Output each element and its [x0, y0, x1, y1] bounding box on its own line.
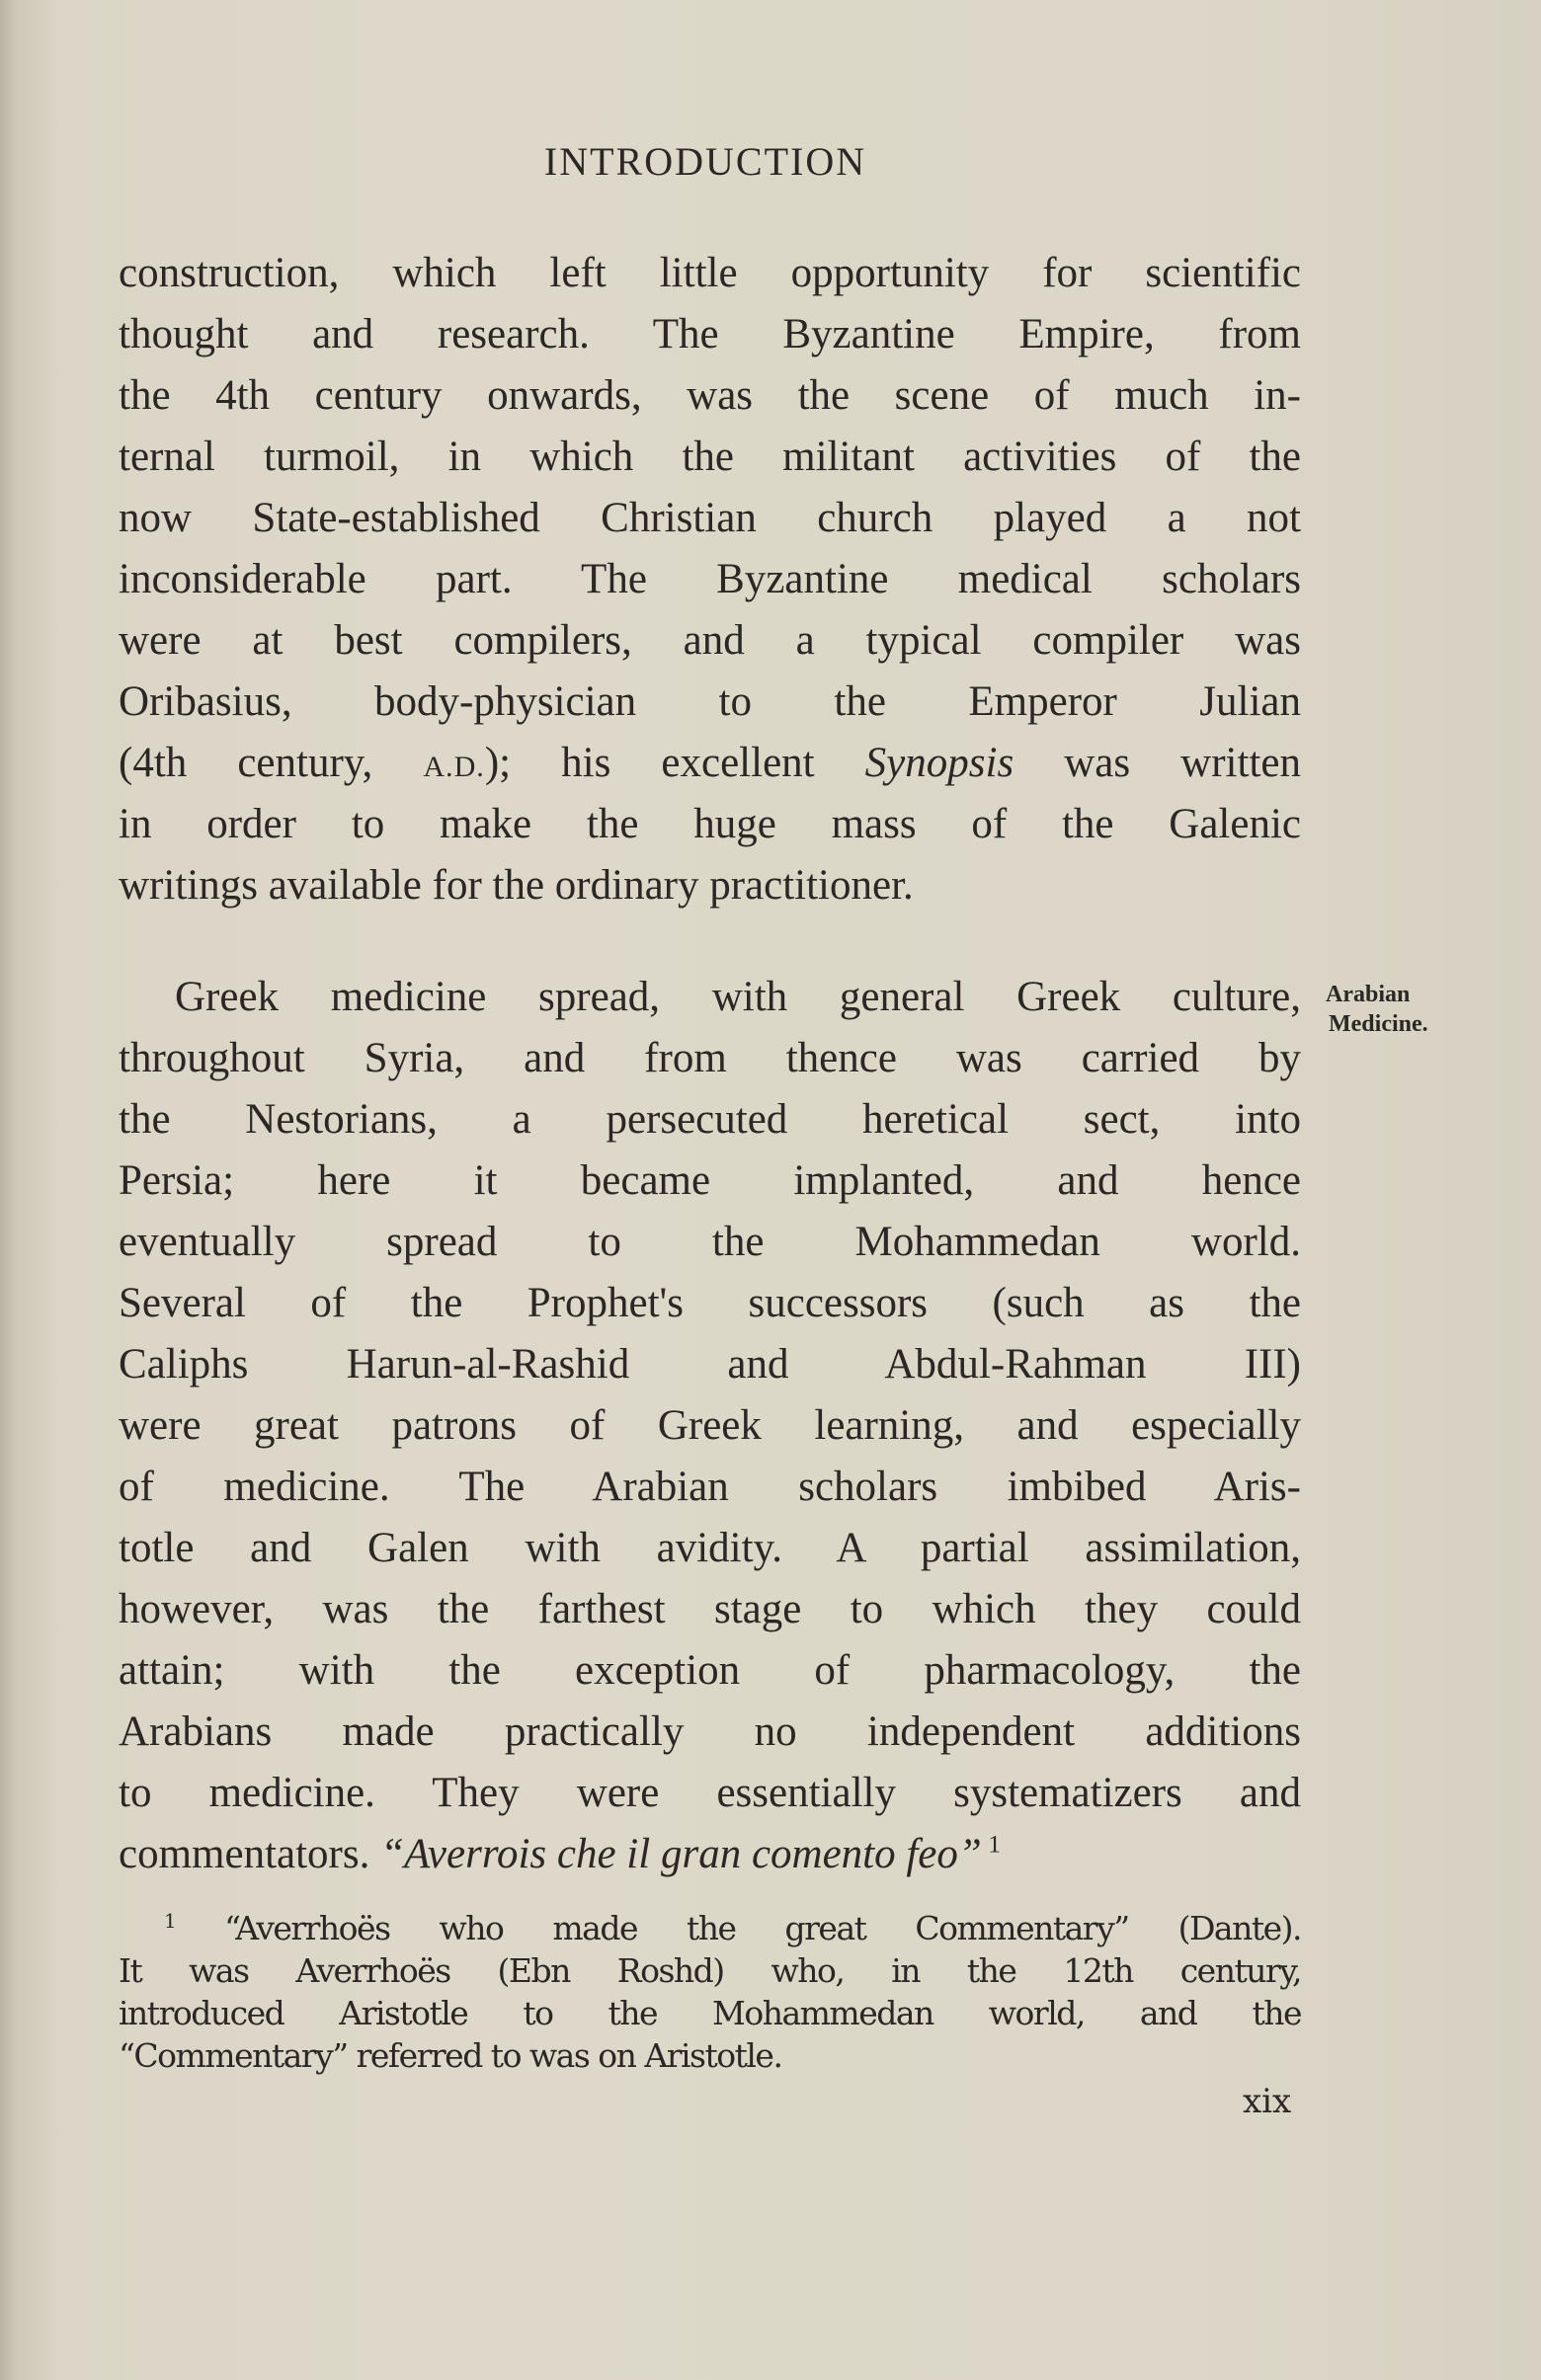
text-run: Several of the Prophet's successors (such as the	[119, 1280, 1301, 1326]
text-run: introduced Aristotle to the Mohammedan world, and the	[119, 1994, 1301, 2032]
italic-text: Synopsis	[864, 740, 1014, 786]
text-run: eventually spread to the Mohammedan world.	[119, 1219, 1301, 1265]
text-run: totle and Galen with avidity. A partial assimilation,	[119, 1525, 1301, 1571]
text-run: were great patrons of Greek learning, and especially	[119, 1402, 1301, 1449]
text-line	[119, 1702, 1301, 1763]
italic-text: “Averrois che il gran comento feo”	[380, 1831, 982, 1877]
text-line	[119, 610, 1301, 672]
text-run: the Nestorians, a persecuted heretical sect, into	[119, 1096, 1301, 1143]
text-line	[119, 1457, 1301, 1518]
text-line	[119, 855, 1301, 916]
text-run: was written	[1014, 740, 1301, 786]
text-run: Arabians made practically no independent additions	[119, 1708, 1301, 1755]
text-run: in order to make the huge mass of the Galenic	[119, 801, 1301, 847]
page-number: xix	[1243, 2082, 1292, 2121]
text-line	[119, 1824, 1301, 1885]
text-line	[119, 2034, 1301, 2077]
text-run: ); his excellent	[484, 740, 865, 786]
text-line	[119, 1395, 1301, 1457]
text-run: of medicine. The Arabian scholars imbibed Aris-	[119, 1464, 1301, 1510]
text-run: the 4th century onwards, was the scene of much in-	[119, 372, 1301, 419]
text-line	[119, 1089, 1301, 1150]
text-run: Oribasius, body-physician to the Emperor Julian	[119, 678, 1301, 725]
footnote-marker: 1	[981, 1829, 1002, 1859]
text-line	[119, 733, 1301, 794]
text-line	[119, 1763, 1301, 1824]
text-line	[119, 672, 1301, 733]
text-run: “Averrhoës who made the great Commentary” (Dante).	[175, 1909, 1301, 1947]
paragraph-byzantine	[119, 243, 1301, 916]
margin-note	[1326, 980, 1428, 1039]
text-line	[119, 1640, 1301, 1702]
text-run: (4th century,	[119, 740, 424, 786]
text-line	[119, 794, 1301, 855]
text-run: inconsiderable part. The Byzantine medical scholars	[119, 556, 1301, 602]
text-line	[119, 304, 1301, 365]
text-run: Persia; here it became implanted, and hence	[119, 1157, 1301, 1204]
text-run: Caliphs Harun-al-Rashid and Abdul-Rahman III)	[119, 1341, 1301, 1388]
text-run: construction, which left little opportunity for scientific	[119, 250, 1301, 296]
text-line	[119, 549, 1301, 610]
text-line	[119, 427, 1301, 488]
margin-note-line: Arabian	[1326, 982, 1411, 1007]
text-line	[119, 1212, 1301, 1273]
text-run: A.D.	[423, 750, 485, 783]
paragraph-arabian-medicine	[119, 967, 1301, 1885]
text-run: however, was the farthest stage to which they could	[119, 1586, 1301, 1632]
text-line	[119, 1907, 1301, 1949]
text-line	[119, 365, 1301, 427]
text-line	[119, 488, 1301, 549]
text-run: were at best compilers, and a typical compiler was	[119, 617, 1301, 664]
footnote	[119, 1907, 1301, 2077]
text-line	[119, 1334, 1301, 1395]
text-line	[119, 1273, 1301, 1334]
text-line	[119, 1949, 1301, 1992]
text-run: thought and research. The Byzantine Empire, from	[119, 311, 1301, 357]
text-run: commentators.	[119, 1831, 381, 1877]
text-run: “Commentary” referred to was on Aristotle.	[119, 2036, 782, 2075]
text-run: It was Averrhoës (Ebn Roshd) who, in the 12th century,	[119, 1951, 1301, 1990]
text-line	[119, 967, 1301, 1028]
text-line	[119, 1150, 1301, 1212]
text-line	[119, 243, 1301, 304]
text-line	[119, 1518, 1301, 1579]
text-run: to medicine. They were essentially systematizers and	[119, 1770, 1301, 1816]
text-line	[119, 1992, 1301, 2034]
text-line	[119, 1579, 1301, 1640]
text-run: attain; with the exception of pharmacology, the	[119, 1647, 1301, 1694]
text-run: writings available for the ordinary practitioner.	[119, 862, 914, 909]
text-run: now State-established Christian church played a not	[119, 495, 1301, 541]
text-run: throughout Syria, and from thence was carried by	[119, 1035, 1301, 1081]
text-run: Greek medicine spread, with general Greek culture,	[175, 974, 1301, 1020]
margin-note-line: Medicine.	[1329, 1011, 1428, 1037]
text-line	[119, 1028, 1301, 1089]
running-header: INTRODUCTION	[543, 139, 867, 184]
text-run: ternal turmoil, in which the militant activities of the	[119, 434, 1301, 480]
footnote-marker: 1	[164, 1910, 176, 1933]
